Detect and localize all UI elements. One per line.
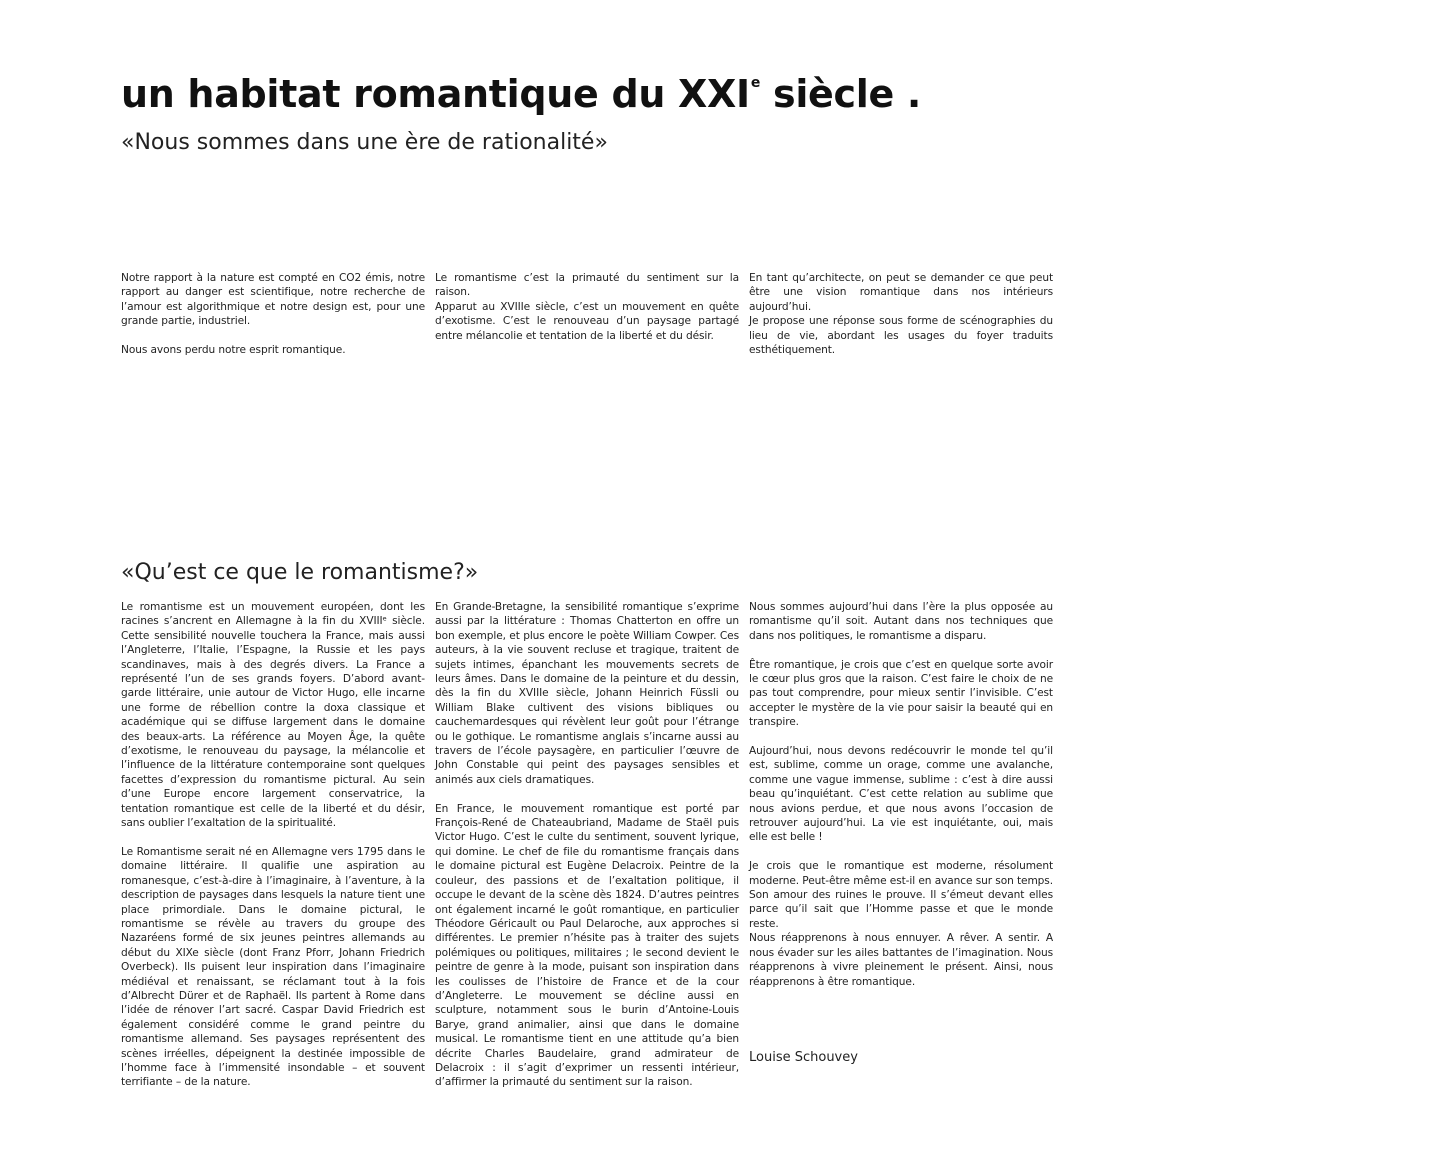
paragraph: Être romantique, je crois que c’est en quelque sorte avoir le cœur plus gros que la raison. C’est faire le choix de ne pas tout comprendre, pour mieux sentir l’invisible. C’est accepter le mystère de la vie pour saisir la beauté qui en transpire.	[749, 658, 1053, 729]
author-signature: Louise Schouvey	[749, 1050, 858, 1065]
body-column-2	[435, 600, 739, 1090]
paragraph: En France, le mouvement romantique est porté par François-René de Chateaubriand, Madame de Staël puis Victor Hugo. C’est le culte du sentiment, souvent lyrique, qui domine. Le chef de file du romantisme français dans le domaine pictural est Eugène Delacroix. Peintre de la couleur, des passions et de l’exaltation politique, il occupe le devant de la scène dès 1824. D’autres peintres ont également incarné le goût romantique, en particulier Théodore Géricault ou Paul Delaroche, aux approches si différentes. Le premier n’hésite pas à traiter des sujets polémiques ou politiques, militaires ; le second devient le peintre de genre à la mode, puisant son inspiration dans les coulisses de l’histoire de France et de la cour d’Angleterre. Le mouvement se décline aussi en sculpture, notamment sous le burin d’Antoine-Louis Barye, grand animalier, ainsi que dans le domaine musical. Le romantisme tient en une attitude qu’a bien décrite Charles Baudelaire, grand admirateur de Delacroix : il s’agit d’exprimer un ressenti intérieur, d’affirmer la primauté du sentiment sur la raison.	[435, 802, 739, 1089]
title-end: siècle .	[760, 72, 922, 116]
page-title	[121, 72, 921, 116]
paragraph: En Grande-Bretagne, la sensibilité romantique s’exprime aussi par la littérature : Thomas Chatterton en offre un bon exemple, et plus encore le poète William Cowper. Ces auteurs, à la vie souvent recluse et tragique, traitent de sujets intimes, épanchant les mouvements secrets de leurs âmes. Dans le domaine de la peinture et du dessin, dès la fin du XVIIIe siècle, Johann Heinrich Füssli ou William Blake cultivent des visions bibliques ou cauchemardesques qui révèlent leur goût pour l’étrange ou le gothique. Le romantisme anglais s’incarne aussi au travers de l’école paysagère, en particulier l’œuvre de John Constable qui peint des paysages sensibles et animés aux ciels dramatiques.	[435, 601, 739, 786]
intro-column-1	[121, 271, 425, 357]
paragraph: En tant qu’architecte, on peut se demander ce que peut être une vision romantique dans nos intérieurs aujourd’hui.	[749, 272, 1053, 313]
paragraph: Nous sommes aujourd’hui dans l’ère la plus opposée au romantisme qu’il soit. Autant dans nos techniques que dans nos politiques, le romantisme a disparu.	[749, 601, 1053, 642]
paragraph: Le romantisme c’est la primauté du sentiment sur la raison.	[435, 272, 739, 299]
intro-column-2	[435, 271, 739, 343]
paragraph: Nous avons perdu notre esprit romantique.	[121, 344, 346, 357]
title-text: un habitat romantique du XXI	[121, 72, 750, 116]
paragraph: Le Romantisme serait né en Allemagne vers 1795 dans le domaine littéraire. Il qualifie une aspiration au romanesque, c’est-à-dire à l’imaginaire, à l’aventure, à la description de paysages dans lesquels la nature tient une place primordiale. Dans le domaine pictural, le romantisme se révèle au travers du groupe des Nazaréens formé de six jeunes peintres allemands au début du XIXe siècle (dont Franz Pforr, Johann Friedrich Overbeck). Ils puisent leur inspiration dans l’imaginaire médiéval et renaissant, se réclamant tout à la fois d’Albrecht Dürer et de Raphaël. Ils partent à Rome dans l’idée de rénover l’art sacré. Caspar David Friedrich est également considéré comme le grand peintre du romantisme allemand. Ses paysages représentent des scènes irréelles, dépeignent la destinée impossible de l’homme face à l’immensité insondable – et souvent terrifiante – de la nature.	[121, 845, 425, 1089]
paragraph: Le romantisme est un mouvement européen, dont les racines s’ancrent en Allemagne à la fin du XVIIIᵉ siècle. Cette sensibilité nouvelle touchera la France, mais aussi l’Angleterre, l’Italie, l’Espagne, la Russie et les pays scandinaves, mais à des degrés divers. La France a représenté l’un de ses grands foyers. D’abord avant-garde littéraire, unie autour de Victor Hugo, elle incarne une forme de rébellion contre la doxa classique et académique qui se diffuse largement dans le domaine des beaux-arts. La référence au Moyen Âge, la quête d’exotisme, le renouveau du paysage, la mélancolie et l’influence de la littérature contemporaine sont quelques facettes d’expression du romantisme pictural. Au sein d’une Europe encore largement conservatrice, la tentation romantique est celle de la liberté et du désir, sans oublier l’exaltation de la spiritualité.	[121, 601, 425, 830]
title-superscript: e	[750, 75, 761, 91]
intro-column-3	[749, 271, 1053, 357]
paragraph: Apparut au XVIIIe siècle, c’est un mouvement en quête d’exotisme. C’est le renouveau d’un paysage partagé entre mélancolie et tentation de la liberté et du désir.	[435, 300, 739, 342]
body-column-3	[749, 600, 1053, 989]
section-heading: «Qu’est ce que le romantisme?»	[121, 560, 479, 585]
paragraph: Je propose une réponse sous forme de scénographies du lieu de vie, abordant les usages du foyer traduits esthétiquement.	[749, 315, 1053, 357]
paragraph: Notre rapport à la nature est compté en CO2 émis, notre rapport au danger est scientifique, notre recherche de l’amour est algorithmique et notre design est, pour une grande partie, industriel.	[121, 272, 425, 328]
paragraph: Je crois que le romantique est moderne, résolument moderne. Peut-être même est-il en avance sur son temps. Son amour des ruines le prouve. Il s’émeut devant elles parce qu’il sait que l’Homme passe et que le monde reste.	[749, 860, 1053, 930]
body-column-1	[121, 600, 425, 1090]
paragraph: Aujourd’hui, nous devons redécouvrir le monde tel qu’il est, sublime, comme un orage, comme une avalanche, comme une vague immense, sublime : c’est à dire aussi beau qu’inquiétant. C’est cette relation au sublime que nous avions perdue, et que nous avons l’occasion de retrouver aujourd’hui. La vie est inquiétante, oui, mais elle est belle !	[749, 745, 1053, 844]
paragraph: Nous réapprenons à nous ennuyer. A rêver. A sentir. A nous évader sur les ailes battantes de l’imagination. Nous réapprenons à vivre pleinement le présent. Ainsi, nous réapprenons à être romantique.	[749, 932, 1053, 988]
subtitle: «Nous sommes dans une ère de rationalité»	[121, 130, 608, 155]
